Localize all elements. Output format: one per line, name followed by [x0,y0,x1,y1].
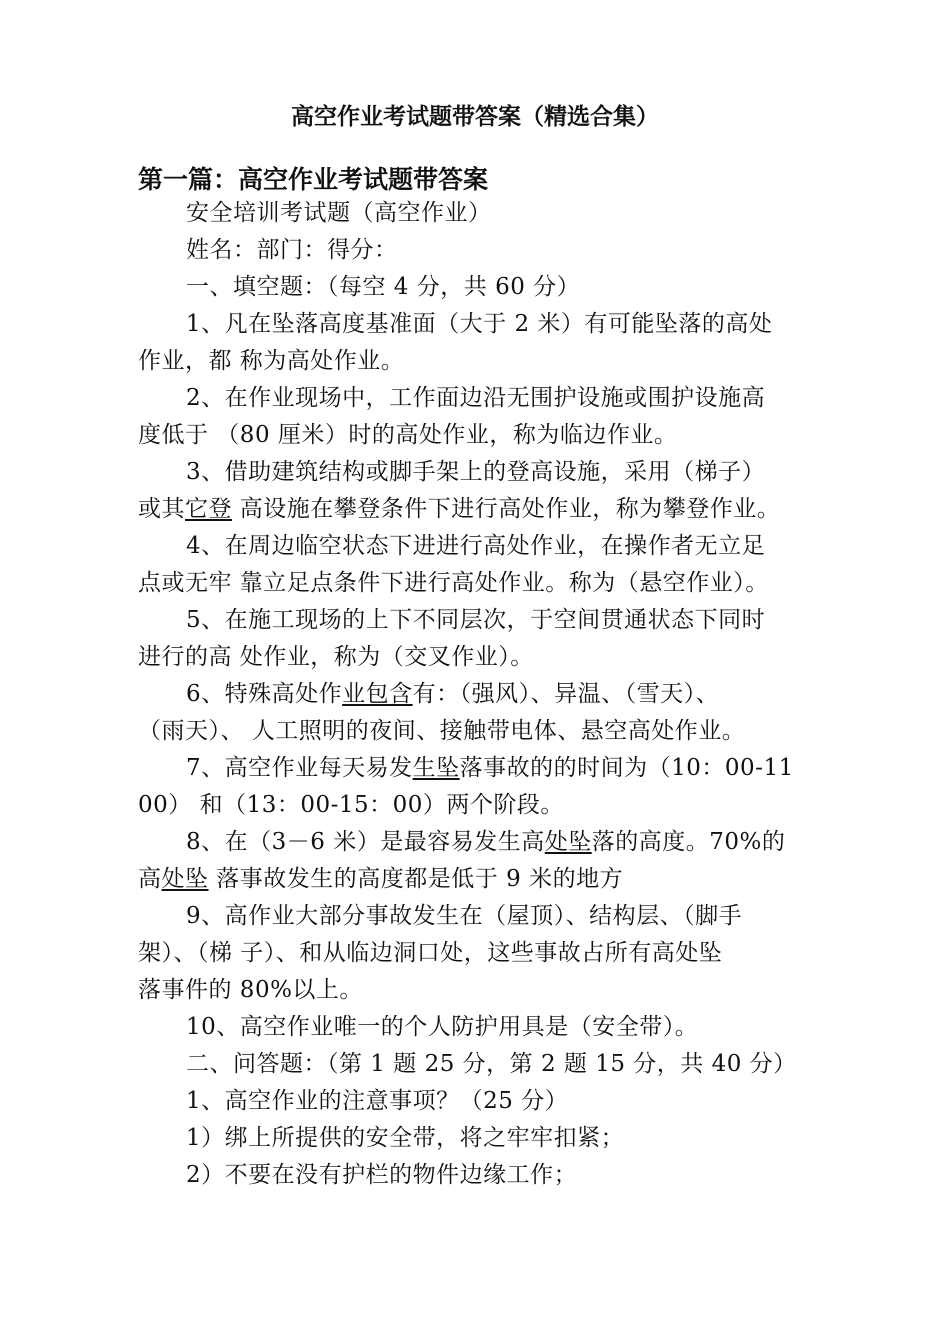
text-segment: 9、高作业大部分事故发生在（屋顶）、结构层、（脚手 [186,903,743,929]
text-segment: 高设施在攀登条件下进行高处作业，称为攀登作业。 [232,496,781,522]
text-segment: 5、在施工现场的上下不同层次，于空间贯通状态下同时 [186,607,766,633]
text-segment: 4、在周边临空状态下进进行高处作业，在操作者无立足 [186,533,766,559]
text-segment: 作业，都 称为高处作业。 [138,348,405,374]
answer-item-2 [186,1160,577,1190]
part-two-heading [186,1049,797,1079]
question-9-line-1 [186,901,742,931]
text-segment: 落事故发生的高度都是低于 9 米的地方 [208,866,624,892]
text-segment: 高 [138,866,162,892]
text-segment: 10、高空作业唯一的个人防护用具是（安全带）。 [186,1014,699,1040]
text-segment: 进行的高 处作业，称为（交叉作业）。 [138,644,534,670]
question-9-line-3 [138,975,363,1005]
text-segment: 点或无牢 靠立足点条件下进行高处作业。称为（悬空作业）。 [138,570,769,596]
underlined-text: 业包含 [342,681,413,707]
underlined-text: 处坠 [544,829,592,855]
answer-item-1 [186,1123,624,1153]
text-segment: 安全培训考试题（高空作业） [186,200,492,226]
text-segment: 7、高空作业每天易发 [186,755,413,781]
underlined-text: 生坠 [412,755,460,781]
question-2-line-1 [186,383,765,413]
text-segment: 架）、（梯 子）、和从临边洞口处，这些事故占所有高处坠 [138,940,723,966]
question-8-line-1 [186,827,785,857]
question-3-line-2 [138,494,780,524]
text-segment: 落的高度。70%的 [591,829,786,855]
part-one-heading [186,272,580,302]
question-9-line-2 [138,938,722,968]
text-segment: 1、凡在坠落高度基准面（大于 2 米）有可能坠落的高处 [186,311,773,337]
text-segment: 一、填空题：（每空 4 分，共 60 分） [186,274,581,300]
question-8-line-2 [138,864,623,894]
name-dept-score-line [186,235,398,265]
question-4-line-2 [138,568,769,598]
question-1-line-1 [186,309,772,339]
text-segment: 1）绑上所提供的安全带，将之牢牢扣紧； [186,1125,625,1151]
text-segment: 有：（强风）、异温、（雪天）、 [412,681,720,707]
text-segment: 落事件的 80%以上。 [138,977,363,1003]
text-segment: 6、特殊高处作 [186,681,343,707]
question-3-line-1 [186,457,765,487]
question-2-line-2 [138,420,677,450]
question-6-line-2 [138,716,745,746]
text-segment: 00） 和（13：00-15：00）两个阶段。 [138,792,564,818]
text-segment: 度低于 （80 厘米）时的高处作业，称为临边作业。 [138,422,678,448]
underlined-text: 它登 [185,496,232,522]
text-segment: （雨天）、 人工照明的夜间、接触带电体、悬空高处作业。 [138,718,746,744]
text-segment: 2）不要在没有护栏的物件边缘工作； [186,1162,578,1188]
exam-title-line [186,198,492,228]
text-segment: 或其 [138,496,185,522]
text-segment: 2、在作业现场中，工作面边沿无围护设施或围护设施高 [186,385,766,411]
section-heading: 第一篇：高空作业考试题带答案 [138,165,489,194]
question-5-line-1 [186,605,765,635]
text-segment: 1、高空作业的注意事项？（25 分） [186,1088,569,1114]
question-7-line-1 [186,753,794,783]
question-10-line [186,1012,698,1042]
question-5-line-2 [138,642,534,672]
document-title: 高空作业考试题带答案（精选合集） [291,104,659,130]
text-segment: 落事故的的时间为（10：00-11 [459,755,794,781]
text-segment: 3、借助建筑结构或脚手架上的登高设施，采用（梯子） [186,459,766,485]
question-6-line-1 [186,679,719,709]
question-1-line-2 [138,346,404,376]
essay-question-1 [186,1086,568,1116]
text-segment: 8、在（3－6 米）是最容易发生高 [186,829,545,855]
question-7-line-2 [138,790,564,820]
underlined-text: 处坠 [161,866,209,892]
text-segment: 二、问答题：（第 1 题 25 分，第 2 题 15 分，共 40 分） [186,1051,797,1077]
question-4-line-1 [186,531,765,561]
text-segment: 姓名：部门：得分： [186,237,398,263]
